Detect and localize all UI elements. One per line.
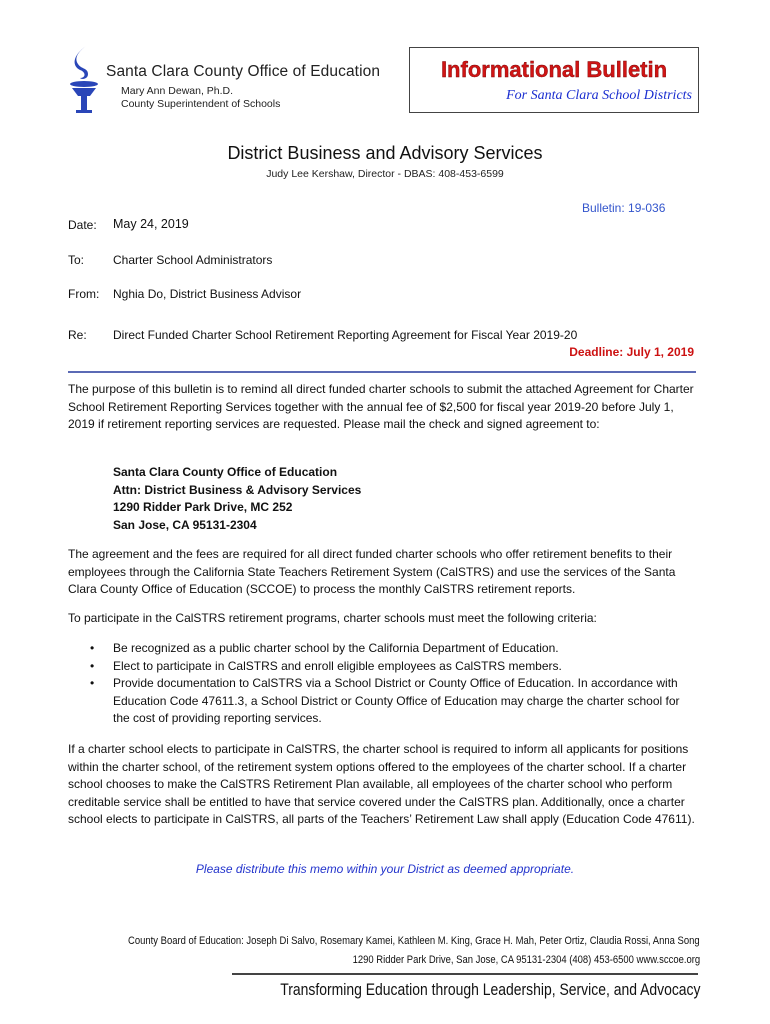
intro-paragraph [68, 381, 698, 434]
board-members: County Board of Education: Joseph Di Salvo, Rosemary Kamei, Kathleen M. King, Grace H. Mah, Peter Ortiz, Claudia Rossi, Anna Song [128, 935, 700, 947]
bullet-icon: • [90, 676, 95, 690]
criteria-text: Elect to participate in CalSTRS and enroll eligible employees as CalSTRS members. [113, 658, 562, 673]
superintendent-name: Mary Ann Dewan, Ph.D. [121, 85, 234, 97]
closing-text: If a charter school elects to participate in CalSTRS, the charter school is required to inform all applicants for positions within the charter school, of the retirement system options offered to the employees of the charter school. If a charter school chooses to make the CalSTRS Retirement Plan available, all employees of the charter school who perform creditable service shall be entitled to have that service covered under the CalSTRS plan. Additionally, once a charter school elects to participate in CalSTRS, all parts of the Teachers’ Retirement Law shall apply (Education Code 47611). [68, 742, 695, 826]
criteria-text: Provide documentation to CalSTRS via a School District or County Office of Education. In accordance with Education Code 47611.3, a School District or County Office of Education may charge the charter school for the cost of providing reporting services. [113, 676, 680, 725]
list-item [68, 675, 698, 728]
criteria-list [68, 640, 698, 728]
closing-paragraph [68, 741, 698, 829]
date-label: Date: [68, 218, 97, 232]
bulletin-header-box [409, 47, 699, 113]
re-value: Direct Funded Charter School Retirement Reporting Agreement for Fiscal Year 2019-20 [113, 328, 578, 342]
divider [68, 371, 696, 373]
from-label: From: [68, 287, 100, 301]
address-line: 1290 Ridder Park Drive, MC 252 [113, 500, 293, 514]
director-line: Judy Lee Kershaw, Director - DBAS: 408-453-6599 [266, 168, 504, 180]
to-label: To: [68, 253, 85, 267]
agreement-text: The agreement and the fees are required for all direct funded charter schools who offer retirement benefits to their employees through the California State Teachers Retirement System (CalSTRS) and use the services of the Santa Clara County Office of Education (SCCOE) to process the monthly CalSTRS retirement reports. [68, 547, 676, 596]
agreement-paragraph [68, 546, 698, 599]
bullet-icon: • [90, 658, 95, 673]
bulletin-title: Informational Bulletin [440, 57, 668, 82]
re-label: Re: [68, 328, 87, 342]
deadline: Deadline: July 1, 2019 [569, 345, 694, 359]
tagline: Transforming Education through Leadership, Service, and Advocacy [279, 980, 700, 999]
address-line: San Jose, CA 95131-2304 [113, 517, 257, 532]
date-value: May 24, 2019 [113, 217, 189, 231]
criteria-text: Be recognized as a public charter school by the California Department of Education. [113, 641, 559, 655]
mailing-address [113, 464, 361, 534]
bulletin-subtitle: For Santa Clara School Districts [506, 88, 692, 103]
list-item [68, 658, 698, 676]
department-name: District Business and Advisory Services [227, 143, 543, 163]
footer-address: 1290 Ridder Park Drive, San Jose, CA 95131-2304 (408) 453-6500 www.sccoe.org [352, 954, 700, 966]
footer-divider [232, 973, 698, 975]
bulletin-number: Bulletin: 19-036 [582, 201, 666, 215]
to-value: Charter School Administrators [113, 253, 273, 267]
address-line: Santa Clara County Office of Education [113, 465, 338, 479]
torch-logo-icon [64, 44, 104, 116]
criteria-intro-text: To participate in the CalSTRS retirement programs, charter schools must meet the following criteria: [68, 611, 597, 625]
intro-text: The purpose of this bulletin is to remind all direct funded charter schools to submit the attached Agreement for Charter School Retirement Reporting Services together with the annual fee of $2,500 for fiscal year 2019-20 before July 1, 2019 if retirement reporting services are requested. Please mail the check and signed agreement to: [68, 382, 694, 431]
criteria-intro [68, 610, 698, 628]
superintendent-title: County Superintendent of Schools [121, 98, 281, 110]
address-line: Attn: District Business & Advisory Services [113, 482, 362, 497]
distribute-note: Please distribute this memo within your District as deemed appropriate. [195, 862, 575, 876]
org-name: Santa Clara County Office of Education [106, 63, 381, 80]
from-value: Nghia Do, District Business Advisor [113, 287, 302, 301]
bullet-icon: • [90, 641, 95, 655]
list-item [68, 640, 698, 658]
